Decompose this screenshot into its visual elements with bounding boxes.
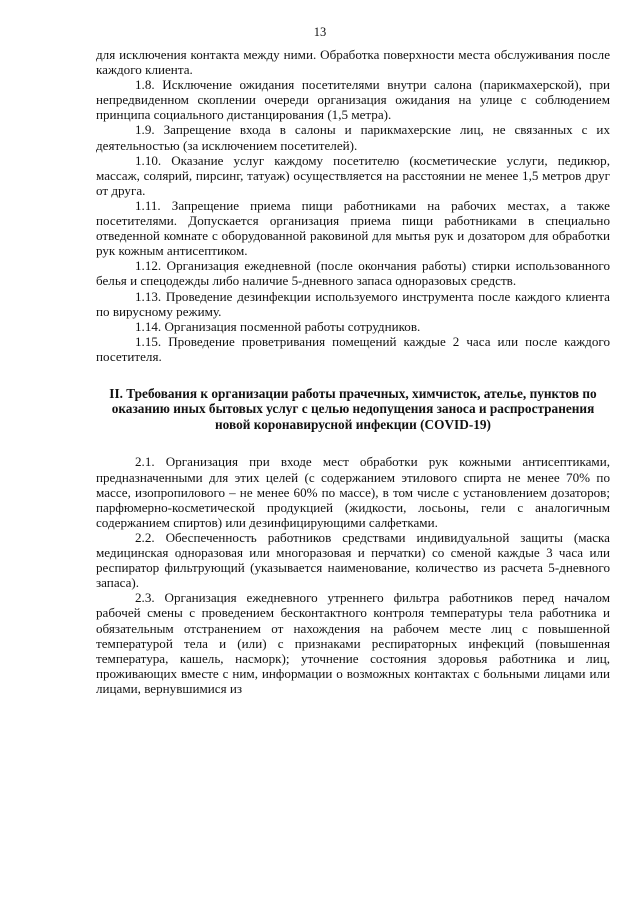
page-number: 13 [313,25,327,39]
paragraph-1-12: 1.12. Организация ежедневной (после окончания работы) стирки использованного белья и спецодежды либо наличие 5-дневного запаса одноразовых средств. [96,258,610,289]
paragraph-2-2: 2.2. Обеспеченность работников средствами индивидуальной защиты (маска медицинская одноразовая или многоразовая и перчатки) со сменой каждые 3 часа или респиратор фильтрующий (указывается наименование, количество из расчета 5-дневного запаса). [96,529,610,591]
section-heading: II. Требования к организации работы прачечных, химчисток, ателье, пунктов по оказанию иных бытовых услуг с целью недопущения заноса и распространения новой коронавирусной инфекции (COVID-19) [109,385,597,432]
paragraph-1-13: 1.13. Проведение дезинфекции используемого инструмента после каждого клиента по вирусному режиму. [96,288,610,319]
paragraph-1-14: 1.14. Организация посменной работы сотрудников. [135,318,421,334]
paragraph-continuation: для исключения контакта между ними. Обработка поверхности места обслуживания после каждого клиента. [96,47,610,78]
paragraph-1-15: 1.15. Проведение проветривания помещений каждые 2 часа или после каждого посетителя. [96,333,610,364]
paragraph-1-8: 1.8. Исключение ожидания посетителями внутри салона (парикмахерской), при непредвиденном скоплении очереди организация ожидания на улице с соблюдением принципа социального дистанцирования (1,5 метра). [96,77,610,123]
document-body [96,47,610,696]
paragraph-2-3: 2.3. Организация ежедневного утреннего фильтра работников перед началом рабочей смены с проведением бесконтактного контроля температуры тела работника и обязательным отстранением от нахождения на рабочем месте лиц с повышенной температурой тела и (или) с признаками респираторных инфекций (повышенная температура, кашель, насморк); уточнение состояния здоровья работника и лиц, проживающих вместе с ним, информации о возможных контактах с больными лицами или лицами, вернувшимися из [96,590,610,696]
paragraph-1-11: 1.11. Запрещение приема пищи работниками на рабочих местах, а также посетителями. Допускается организация приема пищи работниками в специально отведенной комнате с оборудованной раковиной для мытья рук и дозатором для обработки рук кожным антисептиком. [96,197,610,259]
paragraph-1-9: 1.9. Запрещение входа в салоны и парикмахерские лиц, не связанных с их деятельностью (за исключением посетителей). [96,122,610,153]
paragraph-2-1: 2.1. Организация при входе мест обработки рук кожными антисептиками, предназначенными для этих целей (с содержанием этилового спирта не менее 70% по массе, изопропилового – не менее 60% по массе), в том числе с установлением дозаторов; парфюмерно-косметической продукцией (жидкости, лосьоны, гели с аналогичным содержанием спиртов) или дезинфицирующими салфетками. [96,454,610,530]
paragraph-1-10: 1.10. Оказание услуг каждому посетителю (косметические услуги, педикюр, массаж, солярий, пирсинг, татуаж) осуществляется на расстоянии не менее 1,5 метров друг от друга. [96,152,610,198]
